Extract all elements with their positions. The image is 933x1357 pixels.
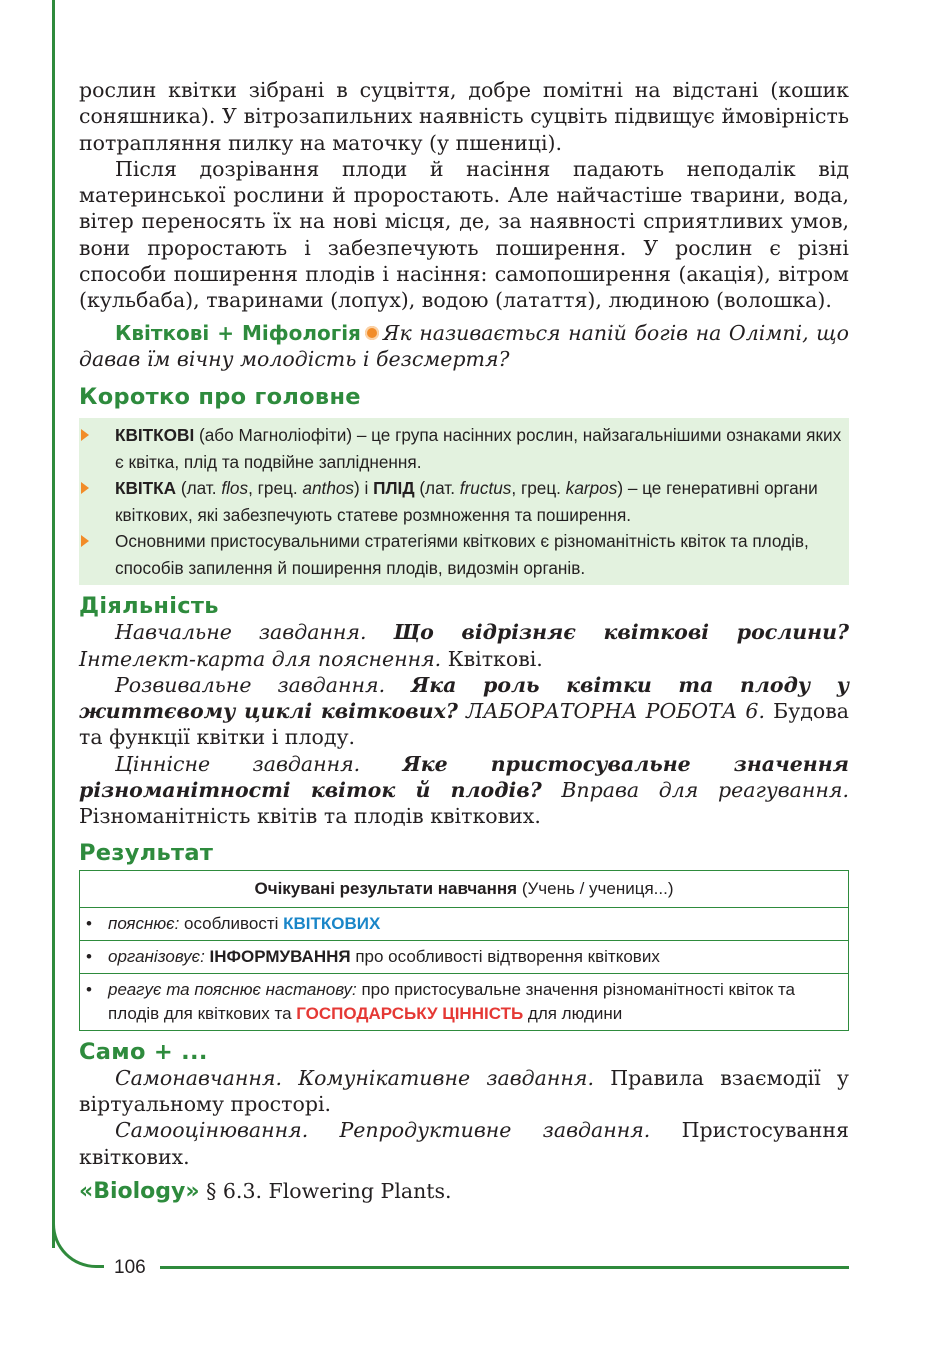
- activity-method: Інтелект-карта для пояснення.: [79, 646, 442, 671]
- summary-item: [79, 475, 843, 528]
- summary-text: (або Магноліофіти) – це група насінних рослин, найзагальнішими ознаками яких є квітка, плід та подвійне запліднення.: [115, 425, 842, 472]
- greek-term: karpos: [565, 478, 618, 499]
- activity-method: ЛАБОРАТОРНА РОБОТА 6.: [466, 699, 765, 724]
- row-bullet: •: [86, 946, 92, 966]
- table-row: [80, 973, 848, 1030]
- activity-label: Ціннісне завдання.: [115, 751, 361, 776]
- page-frame-corner: [52, 1222, 104, 1268]
- page-frame-line: [52, 0, 55, 1248]
- self-heading: Само + ...: [79, 1038, 208, 1065]
- myth-question: Як називається напій богів на Олімпі, що давав їм вічну молодість і безсмертя?: [79, 320, 849, 371]
- term-flowering: КВІТКОВІ: [115, 425, 195, 446]
- activity-topic: Будова та функції квітки і плоду.: [79, 699, 849, 750]
- activity-question: Що відрізняє квіткові рослини?: [393, 620, 849, 645]
- self-topic: Правила взаємодії у віртуальному просторі.: [79, 1065, 849, 1116]
- summary-text: , грец.: [248, 478, 303, 499]
- biology-label: «Biology»: [79, 1178, 200, 1204]
- activity-item: [79, 751, 849, 830]
- table-header: [80, 871, 848, 907]
- self-item: [79, 1065, 849, 1118]
- activity-item: [79, 672, 849, 751]
- term-fruit: ПЛІД: [373, 478, 415, 499]
- intro-paragraph-2: Після дозрівання плоди й насіння падають неподалік від материнської рослини й проростають. Але найчастіше тварини, вода, вітер переносять їх на нові місця, де, за наявності сприятливих умов, вони проростають і забезпечують поширення. У рослин є різні способи поширення плодів і насіння: самопоширення (акація), вітром (кульбаба), тваринами (лопух), водою (латаття), людиною (волошка).: [79, 156, 849, 313]
- latin-term: flos: [221, 478, 249, 499]
- activity-label: Розвивальне завдання.: [115, 672, 386, 697]
- summary-text: , грец.: [511, 478, 566, 499]
- row-bullet: •: [86, 979, 92, 999]
- self-label: Самооцінювання.: [115, 1118, 309, 1143]
- summary-item: [79, 422, 843, 475]
- row-text: для людини: [523, 1003, 623, 1023]
- biology-text: § 6.3. Flowering Plants.: [206, 1178, 452, 1203]
- latin-term: fructus: [459, 478, 512, 499]
- row-text: про пристосувальне значення різноманітності квіток та плодів для квіткових та: [108, 979, 796, 1023]
- summary-text: (лат.: [176, 478, 222, 499]
- term-flower: КВІТКА: [115, 478, 177, 499]
- greek-term: anthos: [302, 478, 355, 499]
- activity-item: [79, 619, 849, 672]
- self-label: Самонавчання.: [115, 1065, 282, 1090]
- biology-reference: [79, 1178, 849, 1205]
- footer-rule: [160, 1266, 849, 1269]
- results-table: [79, 870, 849, 1031]
- triangle-bullet-icon: [81, 429, 89, 441]
- result-heading: Результат: [79, 839, 214, 866]
- myth-block: [79, 320, 849, 373]
- summary-text: (лат.: [414, 478, 460, 499]
- triangle-bullet-icon: [81, 482, 89, 494]
- activity-topic: Квіткові.: [447, 646, 543, 671]
- table-row: [80, 940, 848, 973]
- myth-label: Квіткові + Міфологія: [115, 320, 361, 345]
- table-header-subtitle: (Учень / учениця...): [517, 878, 674, 898]
- activity-question: Яке пристосувальне значення різноманітності квіток й плодів?: [79, 751, 849, 803]
- activity-method: Вправа для реагування.: [561, 778, 849, 803]
- row-text: про особливості відтворення квіткових: [350, 946, 660, 966]
- table-header-title: Очікувані результати навчання: [254, 878, 518, 898]
- summary-box: [79, 418, 849, 585]
- page-number: 106: [114, 1257, 146, 1278]
- activity-label: Навчальне завдання.: [115, 620, 367, 645]
- row-text: особливості: [179, 913, 284, 933]
- row-verb: організовує:: [108, 946, 205, 966]
- row-bullet: •: [86, 913, 92, 933]
- summary-item: [79, 528, 843, 581]
- self-method: Комунікативне завдання.: [298, 1065, 594, 1090]
- intro-paragraph-1: рослин квітки зібрані в суцвіття, добре помітні на відстані (кошик соняшника). У вітрозапильних наявність суцвіть підвищує ймовірність потрапляння пилку на маточку (у пшениці).: [79, 78, 849, 155]
- row-highlight: КВІТКОВИХ: [283, 913, 381, 933]
- row-highlight: ГОСПОДАРСЬКУ ЦІННІСТЬ: [296, 1003, 524, 1023]
- summary-text: Основними пристосувальними стратегіями квіткових є різноманітність квіток та плодів, способів запилення й поширення плодів, видозмін органів.: [115, 531, 809, 578]
- self-method: Репродуктивне завдання.: [339, 1118, 651, 1143]
- self-topic: Пристосування квіткових.: [79, 1118, 849, 1169]
- activity-topic: Різноманітність квітів та плодів квіткових.: [79, 804, 541, 829]
- activity-heading: Діяльність: [79, 593, 219, 620]
- triangle-bullet-icon: [81, 535, 89, 547]
- summary-text: ) і: [354, 478, 374, 499]
- summary-heading: Коротко про головне: [79, 384, 361, 411]
- row-verb: реагує та пояснює настанову:: [108, 979, 357, 999]
- table-row: [80, 907, 848, 940]
- page-content: [79, 77, 849, 1205]
- row-verb: пояснює:: [108, 913, 180, 933]
- flower-icon: [365, 326, 379, 340]
- row-highlight: ІНФОРМУВАННЯ: [209, 946, 351, 966]
- activity-question: Яка роль квітки та плоду у життєвому циклі квіткових?: [79, 672, 849, 724]
- summary-text: ) – це генеративні органи квіткових, які забезпечують статеве розмноження та поширення.: [115, 478, 818, 525]
- self-item: [79, 1117, 849, 1170]
